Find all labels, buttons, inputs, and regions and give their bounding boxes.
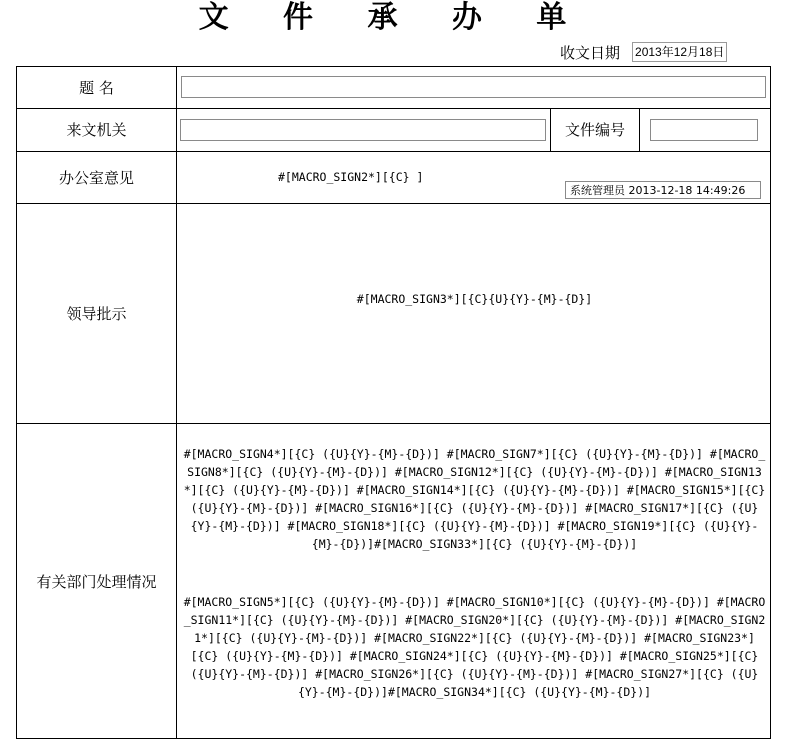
received-date-field[interactable]: 2013年12月18日 (632, 42, 727, 62)
department-handling-text-2: #[MACRO_SIGN5*][{C} ({U}{Y}-{M}-{D})] #[MACRO_SIGN10*][{C} ({U}{Y}-{M}-{D})] #[MACRO_SIGN11*][{C} ({U}{Y}-{M}-{D})] #[MACRO_SIGN20*][{C} ({U}{Y}-{M}-{D})] #[MACRO_SIGN21*][{C} ({U}{Y}-{M}-{D})] #[MACRO_SIGN22*][{C} ({U}{Y}-{M}-{D})] #[MACRO_SIGN23*][{C} ({U}{Y}-{M}-{D})] #[MACRO_SIGN24*][{C} ({U}{Y}-{M}-{D})] #[MACRO_SIGN25*][{C} ({U}{Y}-{M}-{D})] #[MACRO_SIGN26*][{C} ({U}{Y}-{M}-{D})] #[MACRO_SIGN27*][{C} ({U}{Y}-{M}-{D})]#[MACRO_SIGN34*][{C} ({U}{Y}-{M}-{D})] (183, 595, 766, 699)
received-date-row (560, 40, 727, 64)
doc-number-label: 文件编号 (564, 121, 625, 139)
subject-input[interactable] (181, 76, 766, 98)
issuer-input[interactable] (180, 119, 546, 141)
doc-number-divider-right (639, 108, 640, 151)
leader-instruction-text: #[MACRO_SIGN3*][{C}{U}{Y}-{M}-{D}] (356, 292, 593, 306)
subject-label: 题 名 (79, 79, 114, 97)
doc-number-input[interactable] (650, 119, 758, 141)
department-handling-label: 有关部门处理情况 (36, 573, 157, 591)
office-opinion-text: #[MACRO_SIGN2*][{C} ] (278, 170, 424, 184)
leader-instruction-label: 领导批示 (66, 304, 127, 323)
office-opinion-signature: 系统管理员 2013-12-18 14:49:26 (565, 181, 761, 199)
approval-form-table (16, 66, 771, 739)
office-opinion-label: 办公室意见 (58, 168, 134, 187)
department-handling-text-1: #[MACRO_SIGN4*][{C} ({U}{Y}-{M}-{D})] #[MACRO_SIGN7*][{C} ({U}{Y}-{M}-{D})] #[MACRO_SIGN8*][{C} ({U}{Y}-{M}-{D})] #[MACRO_SIGN12*][{C} ({U}{Y}-{M}-{D})] #[MACRO_SIGN13*][{C} ({U}{Y}-{M}-{D})] #[MACRO_SIGN14*][{C} ({U}{Y}-{M}-{D})] #[MACRO_SIGN15*][{C} ({U}{Y}-{M}-{D})] #[MACRO_SIGN16*][{C} ({U}{Y}-{M}-{D})] #[MACRO_SIGN17*][{C} ({U}{Y}-{M}-{D})] #[MACRO_SIGN18*][{C} ({U}{Y}-{M}-{D})] #[MACRO_SIGN19*][{C} ({U}{Y}-{M}-{D})]#[MACRO_SIGN33*][{C} ({U}{Y}-{M}-{D})] (183, 447, 766, 551)
issuer-label: 来文机关 (66, 121, 127, 139)
document-title: 文 件 承 办 单 (198, 0, 589, 35)
column-divider (176, 67, 177, 738)
received-date-label: 收文日期 (560, 43, 621, 62)
